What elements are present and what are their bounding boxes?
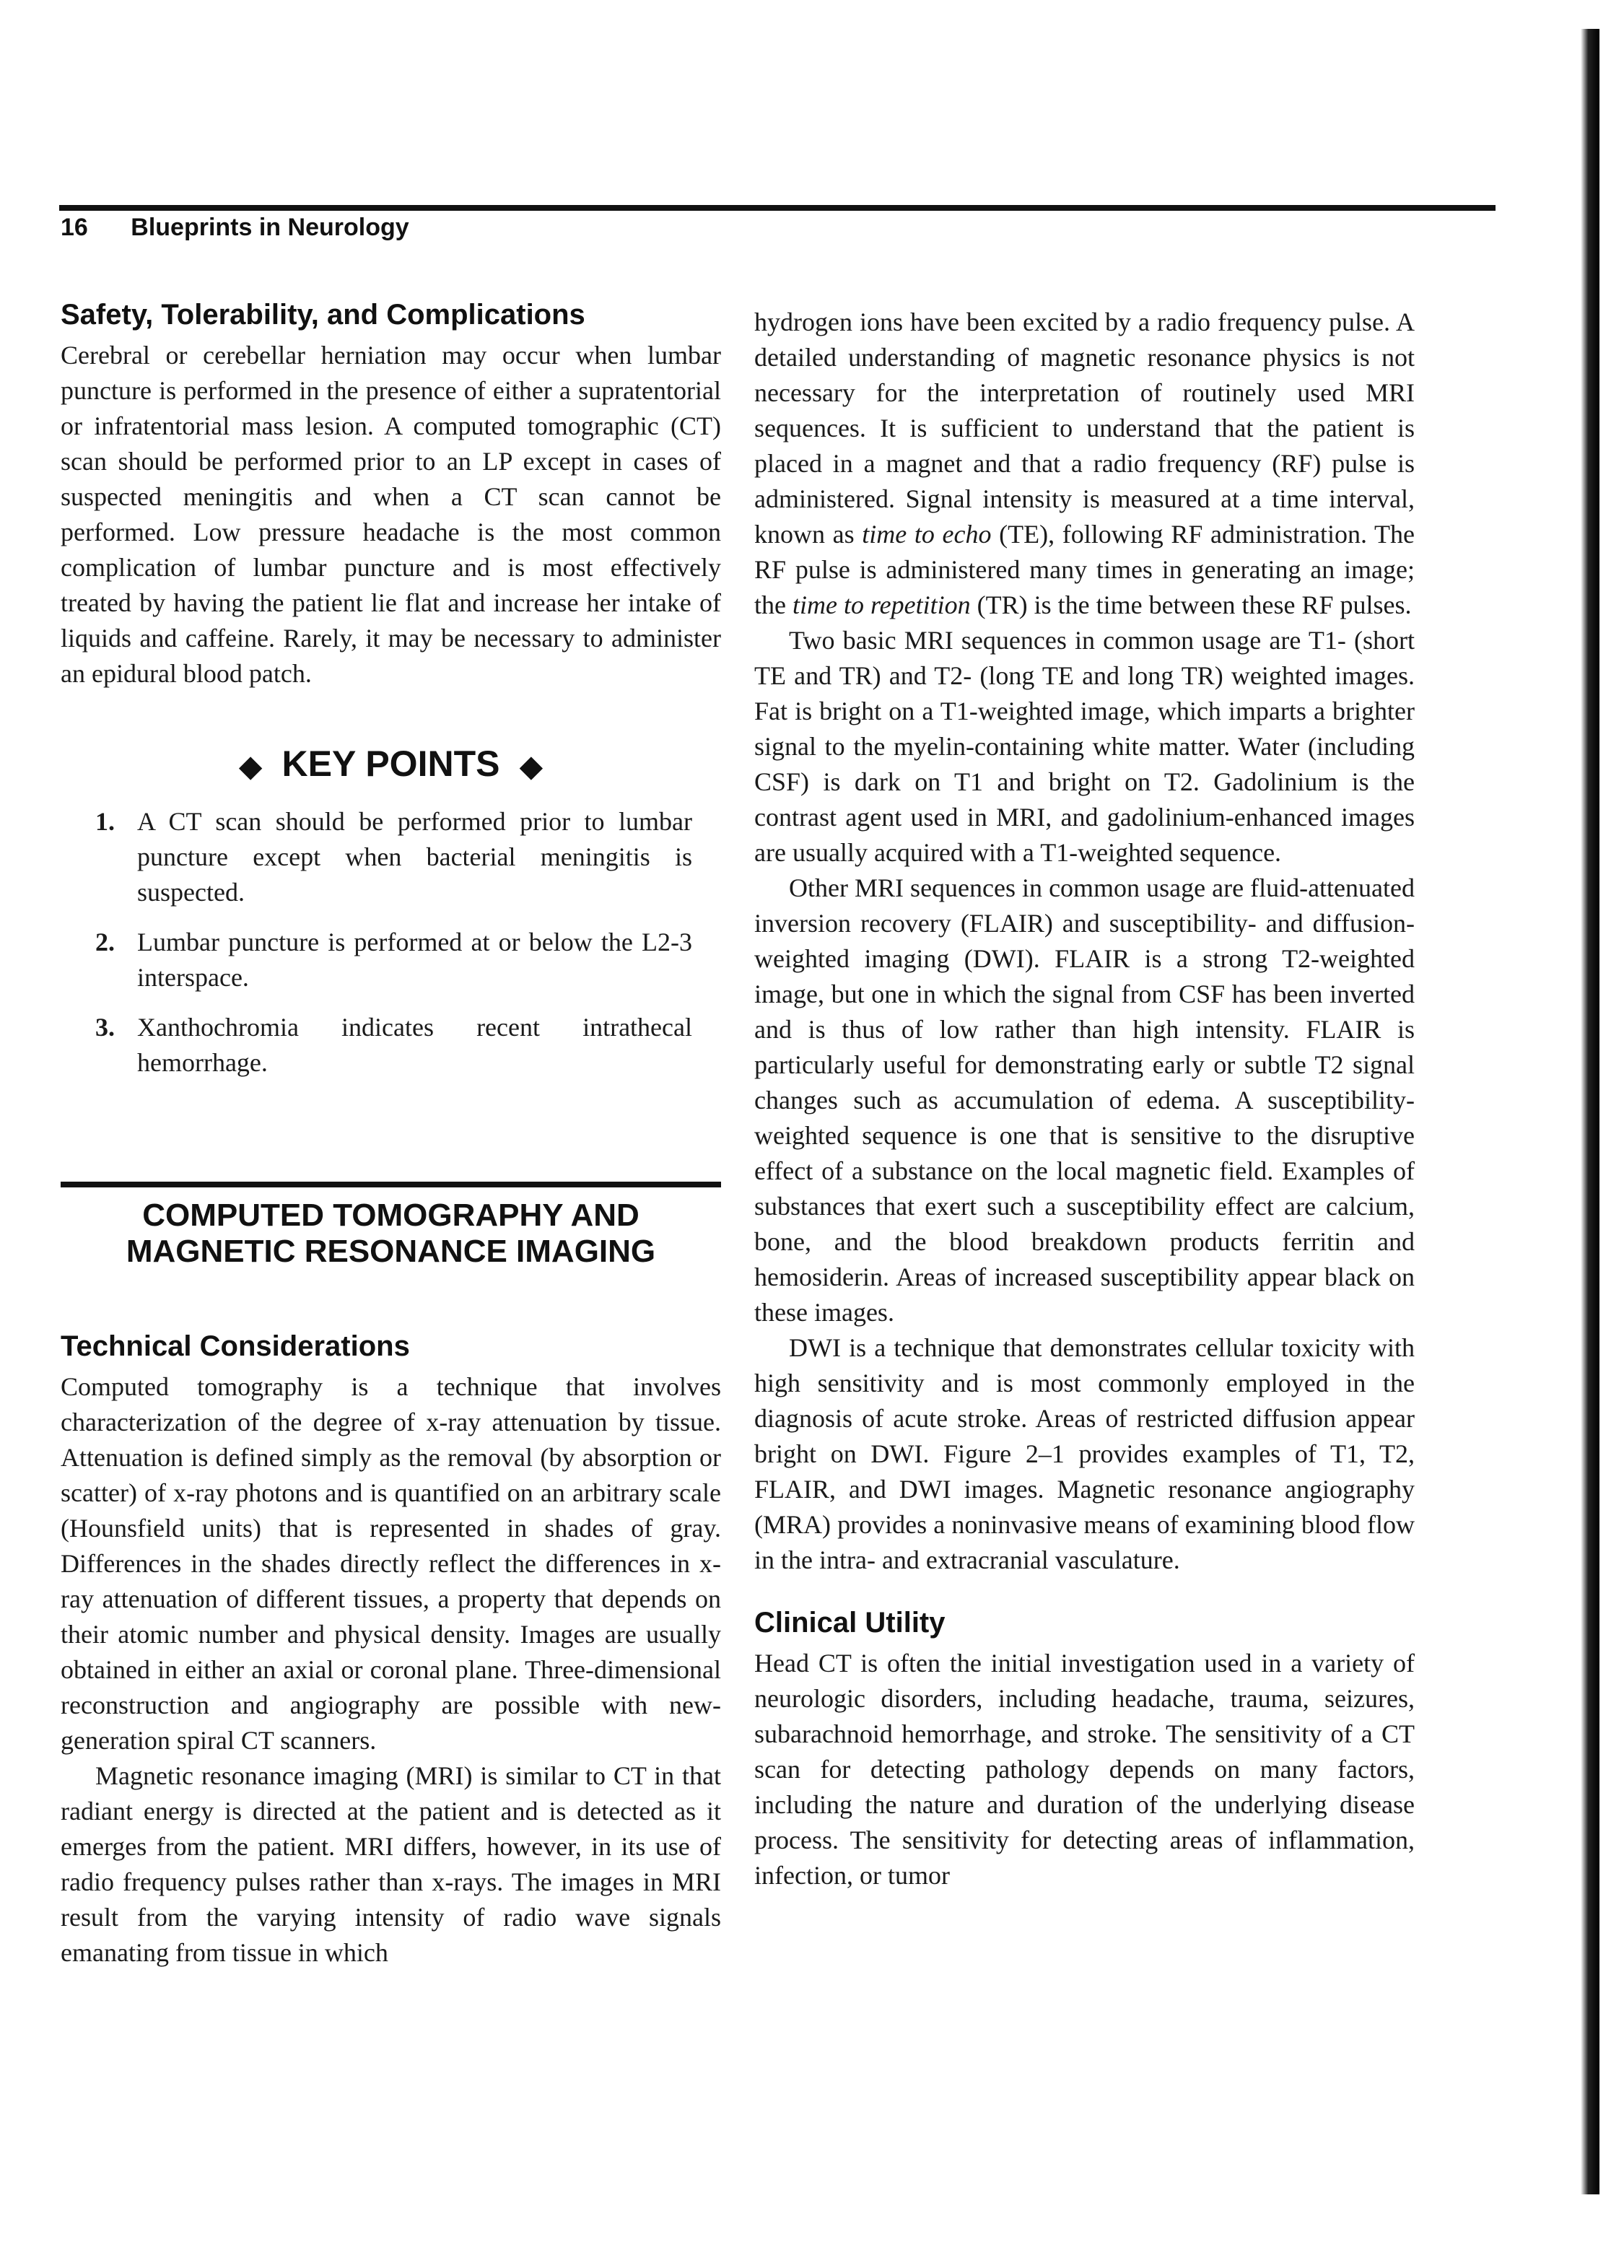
key-point-item: 2. Lumbar puncture is performed at or below the L2-3 interspace.	[95, 928, 692, 992]
book-title: Blueprints in Neurology	[131, 214, 409, 241]
header-rule	[59, 205, 1496, 211]
safety-heading: Safety, Tolerability, and Complications	[61, 299, 585, 331]
safety-paragraph: Cerebral or cerebellar herniation may occur when lumbar puncture is performed in the presence of either a supratentorial or infratentorial mass lesion. A computed tomographic (CT) scan should be performed prior to an LP except in cases of suspected meningitis and when a CT scan cannot be performed. Low pressure headache is the most common complication of lumbar puncture and is most effectively treated by having the patient lie flat and increase her intake of liquids and caffeine. Rarely, it may be necessary to administer an epidural blood patch.	[61, 341, 721, 688]
right-column	[754, 305, 1415, 1893]
key-point-item: 1. A CT scan should be performed prior to lumbar puncture except when bacterial meningitis is suspected.	[95, 807, 692, 907]
technical-paragraph-1: Computed tomography is a technique that involves characterization of the degree of x-ray attenuation by tissue. Attenuation is defined simply as the removal (by absorption or scatter) of x-ray photons and is quantified on an arbitrary scale (Hounsfield units) that is represented in shades of gray. Differences in the shades directly reflect the differences in x-ray attenuation of different tissues, a property that depends on their atomic number and physical density. Images are usually obtained in either an axial or coronal plane. Three-dimensional reconstruction and angiography are possible with new-generation spiral CT scanners.	[61, 1372, 721, 1755]
running-header	[61, 214, 409, 242]
clinical-paragraph: Head CT is often the initial investigation used in a variety of neurologic disorders, including headache, trauma, seizures, subarachnoid hemorrhage, and stroke. The sensitivity of a CT scan for detecting pathology depends on many factors, including the nature and duration of the underlying disease process. The sensitivity for detecting areas of inflammation, infection, or tumor	[754, 1649, 1415, 1890]
binding-shadow	[1581, 29, 1599, 2194]
key-points-title: ◆ KEY POINTS ◆	[239, 743, 543, 784]
technical-paragraph-2: Magnetic resonance imaging (MRI) is similar to CT in that radiant energy is directed at the patient and is detected as it emerges from the patient. MRI differs, however, in its use of radio frequency pulses rather than x-rays. The images in MRI result from the varying intensity of radio wave signals emanating from tissue in which	[61, 1761, 721, 1967]
key-points-list	[61, 804, 721, 1081]
page-number: 16	[61, 214, 88, 241]
section-rule	[61, 1182, 721, 1187]
key-point-item: 3. Xanthochromia indicates recent intrathecal hemorrhage.	[95, 1013, 692, 1077]
key-points-box	[61, 742, 721, 1081]
diamond-icon: ◆	[520, 751, 543, 782]
left-column	[61, 296, 721, 1971]
mri-paragraph-3: Other MRI sequences in common usage are fluid-attenuated inversion recovery (FLAIR) and susceptibility- and diffusion-weighted imaging (DWI). FLAIR is a strong T2-weighted image, but one in which the signal from CSF has been inverted and is thus of low rather than high intensity. FLAIR is particularly useful for demonstrating early or subtle T2 signal changes such as accumulation of edema. A susceptibility-weighted sequence is one that is sensitive to the disruptive effect of a substance on the local magnetic field. Examples of substances that exert such a susceptibility effect are calcium, bone, and the blood breakdown products ferritin and hemosiderin. Areas of increased susceptibility appear black on these images.	[754, 873, 1415, 1327]
mri-paragraph-1: hydrogen ions have been excited by a radio frequency pulse. A detailed understanding of magnetic resonance physics is not necessary for the interpretation of routinely used MRI sequences. It is sufficient to understand that the patient is placed in a magnet and that a radio frequency (RF) pulse is administered. Signal intensity is measured at a time interval, known as time to echo (TE), following RF administration. The RF pulse is administered many times in generating an image; the time to repetition (TR) is the time between these RF pulses.	[754, 308, 1415, 619]
clinical-heading: Clinical Utility	[754, 1607, 946, 1639]
section-title: COMPUTED TOMOGRAPHY AND MAGNETIC RESONANCE IMAGING	[126, 1198, 656, 1269]
mri-paragraph-2: Two basic MRI sequences in common usage are T1- (short TE and TR) and T2- (long TE and long TR) weighted images. Fat is bright on a T1-weighted image, which imparts a brighter signal to the myelin-containing white matter. Water (including CSF) is dark on T1 and bright on T2. Gadolinium is the contrast agent used in MRI, and gadolinium-enhanced images are usually acquired with a T1-weighted sequence.	[754, 626, 1415, 867]
diamond-icon: ◆	[239, 751, 262, 782]
technical-heading: Technical Considerations	[61, 1330, 410, 1362]
dwi-paragraph: DWI is a technique that demonstrates cellular toxicity with high sensitivity and is most commonly employed in the diagnosis of acute stroke. Areas of restricted diffusion appear bright on DWI. Figure 2–1 provides examples of T1, T2, FLAIR, and DWI images. Magnetic resonance angiography (MRA) provides a noninvasive means of examining blood flow in the intra- and extracranial vasculature.	[754, 1333, 1415, 1574]
